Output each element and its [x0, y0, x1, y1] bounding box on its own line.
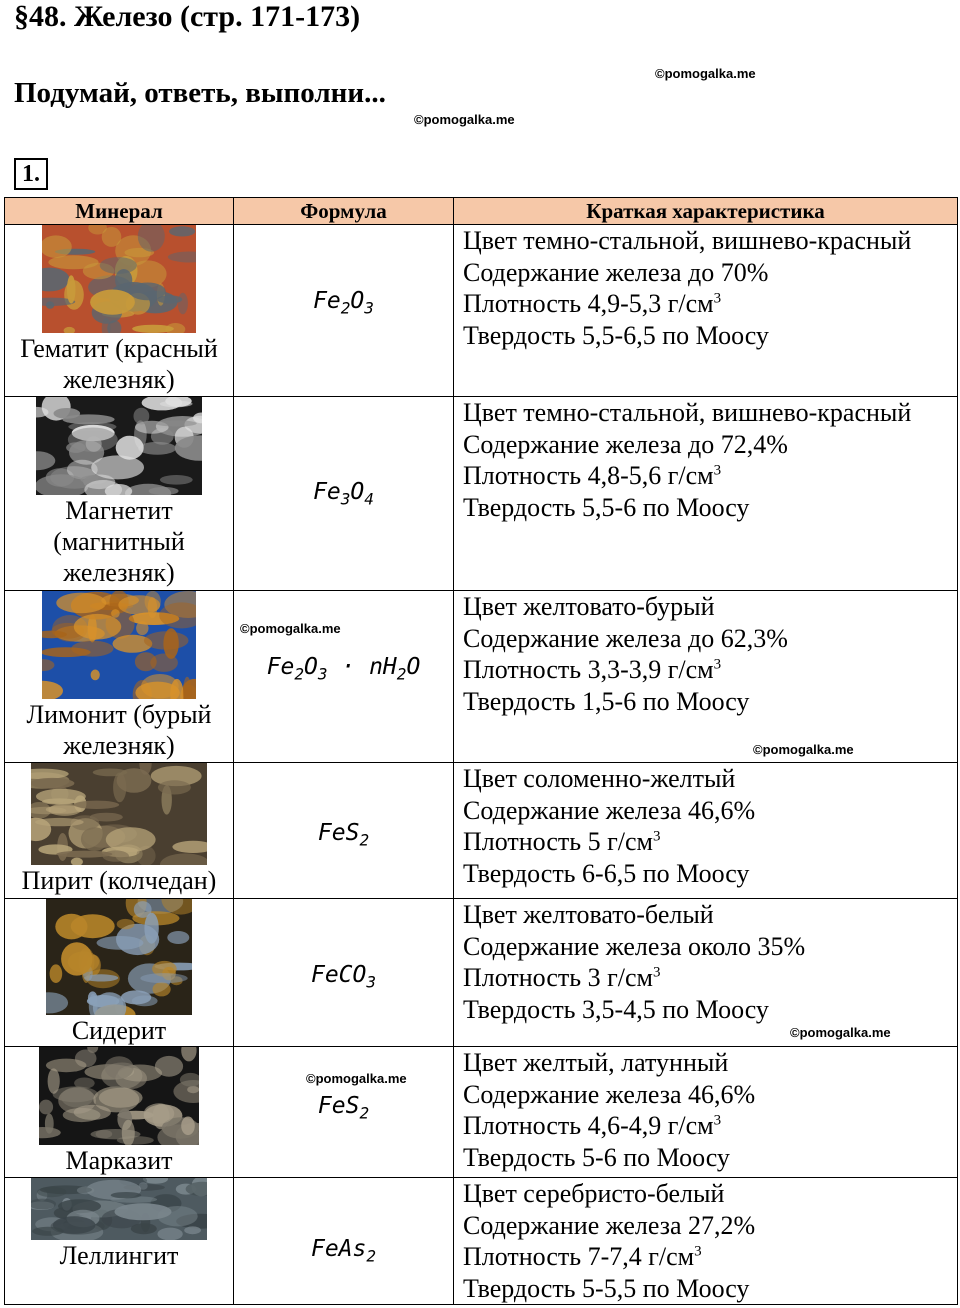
table-row: [5, 591, 958, 763]
hardness-property: Твердость 6-6,5 по Моосу: [463, 858, 750, 888]
color-property: Цвет серебристо-белый: [463, 1179, 725, 1208]
mineral-name: Магнетит (магнитный железняк): [53, 496, 185, 587]
hardness-property: Твердость 5-5,5 по Моосу: [463, 1273, 750, 1303]
density-property: Плотность 3 $г/см^3$: [463, 963, 661, 992]
density-property: Плотность 3,3-3,9 $г/см^3$: [463, 655, 722, 684]
formula-cell: [234, 591, 454, 763]
mineral-name: Пирит (колчедан): [21, 866, 217, 895]
chemical-formula: FeS$_2$: [317, 819, 370, 850]
table-row: [5, 397, 958, 591]
formula-cell: [234, 397, 454, 591]
density-property: Плотность 5 $г/см^3$: [463, 827, 661, 856]
superscript-3: 3: [652, 828, 661, 845]
superscript-3: 3: [713, 462, 722, 479]
hematite-image: [42, 225, 196, 333]
description-cell: [454, 1178, 958, 1305]
magnetite-image: [36, 397, 202, 495]
description-cell: [454, 1047, 958, 1178]
watermark: ©pomogalka.me: [790, 1025, 891, 1040]
table-row: [5, 763, 958, 899]
iron-content-property: Содержание железа около 35%: [463, 931, 806, 961]
formula-cell: [234, 225, 454, 397]
mineral-cell: [5, 397, 234, 591]
table-header-row: [5, 198, 958, 225]
watermark: ©pomogalka.me: [753, 742, 854, 757]
mineral-name: Леллингит: [59, 1241, 179, 1270]
hardness-property: Твердость 1,5-6 по Моосу: [463, 686, 750, 716]
superscript-3: 3: [713, 656, 722, 673]
table-row: [5, 1047, 958, 1178]
mineral-cell: [5, 763, 234, 899]
loellingite-image: [31, 1178, 207, 1240]
mineral-name: Марказит: [65, 1146, 173, 1175]
marcasite-image: [39, 1047, 199, 1145]
density-property: Плотность 7-7,4 $г/см^3$: [463, 1242, 702, 1271]
watermark: ©pomogalka.me: [414, 112, 515, 127]
limonite-image: [42, 591, 196, 699]
mineral-cell: [5, 591, 234, 763]
pyrite-image: [31, 763, 207, 865]
task-number: 1.: [14, 158, 48, 190]
siderite-image: [46, 899, 192, 1015]
formula-cell: [234, 899, 454, 1047]
formula-cell: [234, 1178, 454, 1305]
color-property: Цвет желтовато-бурый: [463, 592, 715, 621]
mineral-cell: [5, 899, 234, 1047]
chemical-formula: FeCO$_3$: [310, 961, 377, 992]
chemical-formula: $Fe_2O_3 \cdot nH_2O$: [266, 653, 421, 684]
section-heading: Подумай, ответь, выполни...: [14, 77, 386, 109]
description-cell: [454, 225, 958, 397]
watermark: ©pomogalka.me: [306, 1071, 407, 1086]
hardness-property: Твердость 5,5-6,5 по Моосу: [463, 320, 769, 350]
chemical-formula: FeAs$_2$: [310, 1236, 377, 1266]
hardness-property: Твердость 5-6 по Моосу: [463, 1142, 730, 1172]
column-header-formula: Формула: [234, 198, 454, 225]
mineral-cell: [5, 225, 234, 397]
chemical-formula: $Fe_3O_4$: [313, 478, 374, 509]
color-property: Цвет соломенно-желтый: [463, 764, 736, 793]
formula-cell: [234, 1047, 454, 1178]
table-row: [5, 1178, 958, 1305]
chemical-formula: FeS$_2$: [317, 1093, 370, 1123]
table-row: [5, 225, 958, 397]
mineral-name: Гематит (красный железняк): [20, 334, 218, 394]
superscript-3: 3: [713, 1112, 722, 1129]
superscript-3: 3: [652, 964, 661, 981]
formula-cell: [234, 763, 454, 899]
color-property: Цвет темно-стальной, вишнево-красный: [463, 398, 912, 427]
color-property: Цвет темно-стальной, вишнево-красный: [463, 226, 912, 255]
column-header-mineral: Минерал: [5, 198, 234, 225]
description-cell: [454, 397, 958, 591]
mineral-cell: [5, 1178, 234, 1305]
hardness-property: Твердость 5,5-6 по Моосу: [463, 492, 750, 522]
density-property: Плотность 4,6-4,9 $г/см^3$: [463, 1111, 722, 1140]
iron-content-property: Содержание железа до 72,4%: [463, 429, 788, 459]
superscript-3: 3: [713, 290, 722, 307]
density-property: Плотность 4,9-5,3 $г/см^3$: [463, 289, 722, 318]
page-title: §48. Железо (стр. 171-173): [14, 0, 361, 33]
column-header-description: Краткая характеристика: [454, 198, 958, 225]
iron-content-property: Содержание железа до 62,3%: [463, 623, 788, 653]
iron-content-property: Содержание железа 46,6%: [463, 1079, 756, 1109]
iron-content-property: Содержание железа до 70%: [463, 257, 769, 287]
description-cell: [454, 591, 958, 763]
mineral-cell: [5, 1047, 234, 1178]
hardness-property: Твердость 3,5-4,5 по Моосу: [463, 994, 769, 1024]
mineral-name: Сидерит: [71, 1016, 167, 1045]
mineral-name: Лимонит (бурый железняк): [26, 700, 212, 760]
color-property: Цвет желтый, латунный: [463, 1048, 729, 1077]
iron-content-property: Содержание железа 46,6%: [463, 795, 756, 825]
superscript-3: 3: [694, 1243, 702, 1260]
chemical-formula: $Fe_2O_3$: [313, 287, 374, 318]
watermark: ©pomogalka.me: [240, 621, 341, 636]
watermark: ©pomogalka.me: [655, 66, 756, 81]
description-cell: [454, 763, 958, 899]
density-property: Плотность 4,8-5,6 $г/см^3$: [463, 461, 722, 490]
iron-content-property: Содержание железа 27,2%: [463, 1210, 756, 1240]
color-property: Цвет желтовато-белый: [463, 900, 714, 929]
